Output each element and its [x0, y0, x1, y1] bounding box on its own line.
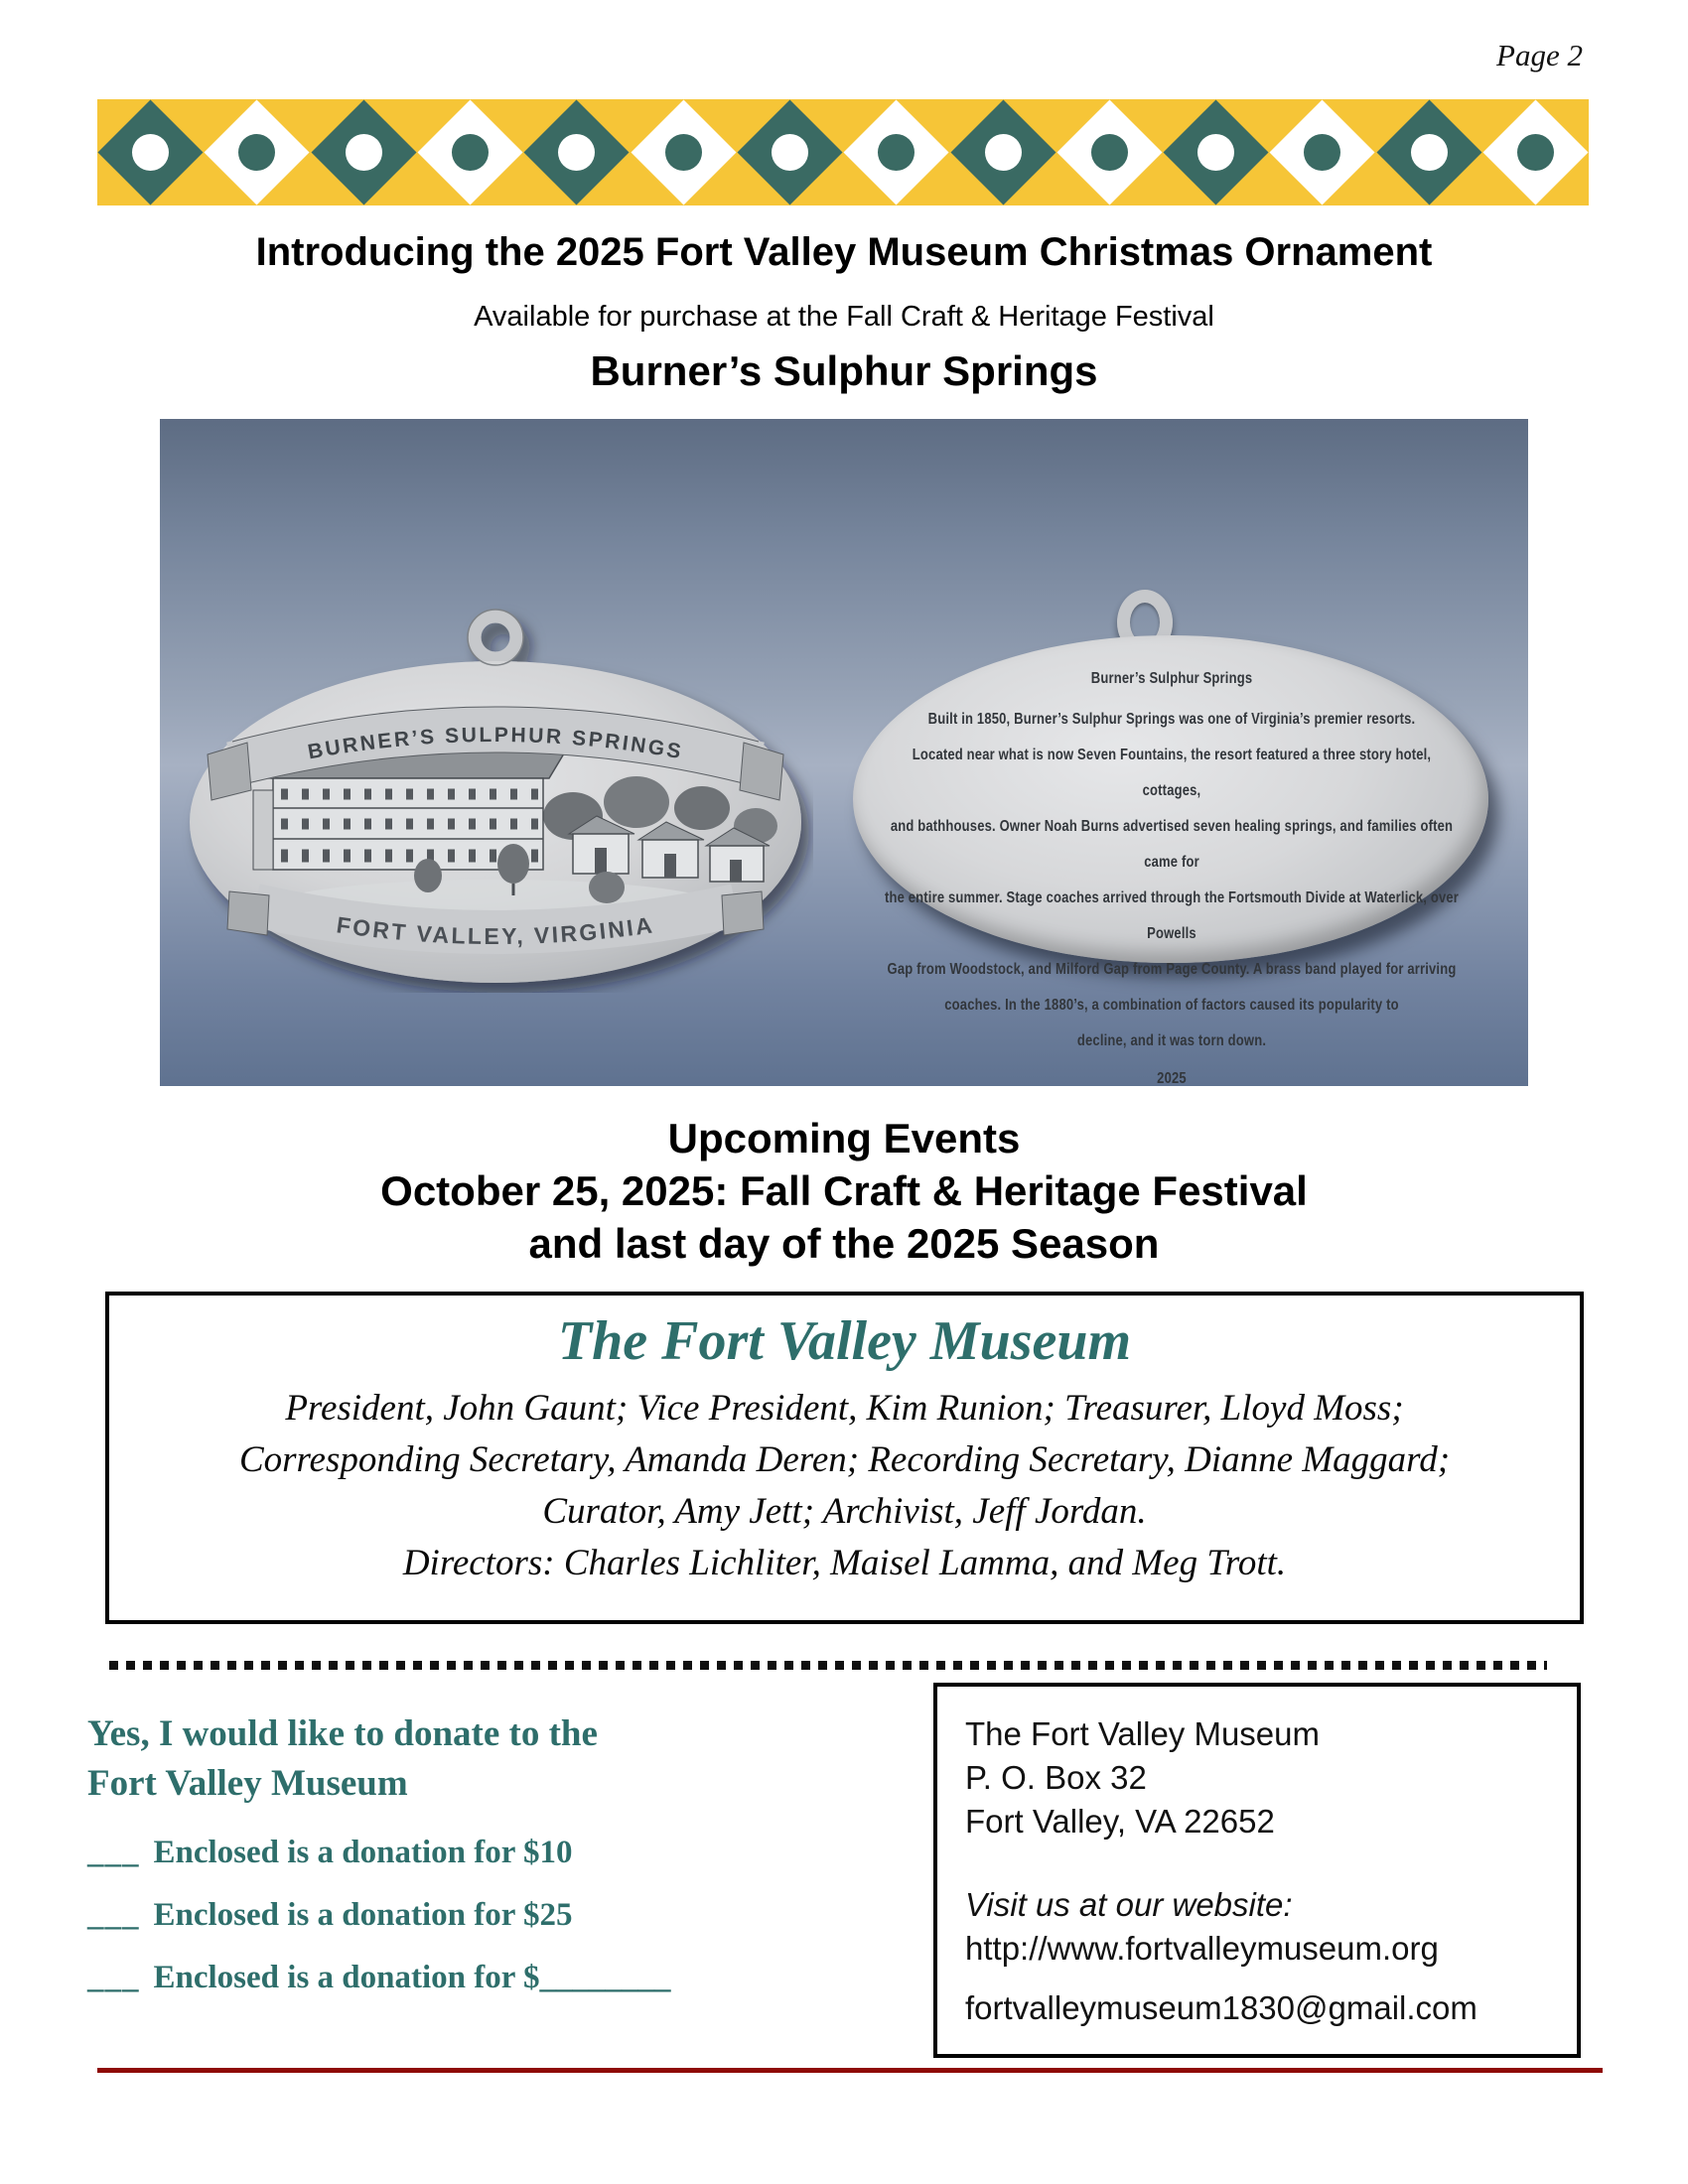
officer-line: Corresponding Secretary, Amanda Deren; Recording Secretary, Dianne Maggard; — [238, 1439, 1451, 1480]
dotted-divider — [109, 1661, 1547, 1670]
ornament-back-line: the entire summer. Stage coaches arrived through the Fortsmouth Divide at Waterlick, over Powells — [884, 889, 1460, 942]
ornament-back-line: and bathhouses. Owner Noah Burns advertised seven healing springs, and families often came for — [890, 818, 1454, 871]
availability-subheading: Available for purchase at the Fall Craft & Heritage Festival — [474, 301, 1214, 333]
ornament-back-line: Gap from Woodstock, and Milford Gap from Page County. A brass band played for arriving — [887, 961, 1457, 978]
diamond-teal-icon — [1163, 99, 1269, 205]
officer-line: Curator, Amy Jett; Archivist, Jeff Jordan. — [542, 1491, 1147, 1532]
diamond-white-icon — [1056, 99, 1163, 205]
donation-option-label: Enclosed is a donation for $25 — [153, 1897, 573, 1933]
officer-line: President, John Gaunt; Vice President, Kim Runion; Treasurer, Lloyd Moss; — [285, 1388, 1404, 1429]
diamond-white-icon — [1482, 99, 1589, 205]
banner-bottom-text: FORT VALLEY, VIRGINIA — [335, 911, 656, 950]
decorative-diamond-border — [97, 99, 1589, 205]
contact-pobox: P. O. Box 32 — [965, 1759, 1147, 1796]
donation-blank-line: ___ — [87, 1835, 140, 1870]
contact-name: The Fort Valley Museum — [965, 1715, 1321, 1752]
intro-heading: Introducing the 2025 Fort Valley Museum Christmas Ornament — [255, 230, 1433, 274]
ornament-back-line: Located near what is now Seven Fountains, the resort featured a three story hotel, cottages, — [912, 747, 1432, 799]
officer-line: Directors: Charles Lichliter, Maisel Lamma, and Meg Trott. — [402, 1543, 1287, 1583]
ornament-back-title: Burner’s Sulphur Springs — [1090, 670, 1253, 687]
ornament-back-year: 2025 — [1157, 1070, 1187, 1086]
events-heading: Upcoming Events — [667, 1115, 1021, 1161]
donation-option-25 — [87, 1897, 902, 1934]
diamond-teal-icon — [949, 99, 1055, 205]
events-date-line: October 25, 2025: Fall Craft & Heritage Festival — [380, 1167, 1308, 1214]
donation-section — [87, 1709, 902, 1996]
diamond-teal-icon — [737, 99, 843, 205]
donation-option-other — [87, 1960, 902, 1996]
donation-blank-line: ___ — [87, 1960, 140, 1995]
page-number: Page 2 — [1496, 38, 1583, 72]
ornament-photo — [160, 419, 1528, 1086]
donation-heading-line1: Yes, I would like to donate to the — [87, 1713, 598, 1754]
ornament-name-heading: Burner’s Sulphur Springs — [590, 347, 1098, 394]
diamond-white-icon — [1269, 99, 1375, 205]
banner-top-text: BURNER’S SULPHUR SPRINGS — [306, 723, 685, 764]
museum-title: The Fort Valley Museum — [557, 1310, 1132, 1372]
upcoming-events-block — [0, 1112, 1688, 1270]
diamond-teal-icon — [311, 99, 417, 205]
ornament-back-line: coaches. In the 1880’s, a combination of factors caused its popularity to — [944, 997, 1399, 1014]
ornament-back-line: decline, and it was torn down. — [1076, 1032, 1267, 1049]
ornament-back-line: Built in 1850, Burner’s Sulphur Springs was one of Virginia’s premier resorts. — [927, 711, 1416, 728]
ornament-back — [845, 590, 1500, 1086]
diamond-teal-icon — [97, 99, 204, 205]
ornament-front — [178, 596, 813, 993]
diamond-white-icon — [204, 99, 310, 205]
hanging-ring-icon — [475, 616, 516, 658]
contact-city: Fort Valley, VA 22652 — [965, 1803, 1275, 1840]
events-season-line: and last day of the 2025 Season — [528, 1220, 1160, 1267]
museum-officers-box — [105, 1292, 1584, 1624]
donation-option-label: Enclosed is a donation for $________ — [153, 1960, 671, 1995]
donation-blank-line: ___ — [87, 1897, 140, 1933]
website-url: http://www.fortvalleymuseum.org — [965, 1930, 1439, 1967]
bottom-rule — [97, 2068, 1603, 2073]
donation-option-10 — [87, 1835, 902, 1871]
diamond-teal-icon — [1376, 99, 1482, 205]
contact-box — [933, 1683, 1581, 2058]
contact-email: fortvalleymuseum1830@gmail.com — [965, 1989, 1477, 2026]
donation-option-label: Enclosed is a donation for $10 — [153, 1835, 573, 1870]
diamond-white-icon — [630, 99, 736, 205]
diamond-white-icon — [843, 99, 949, 205]
donation-heading-line2: Fort Valley Museum — [87, 1763, 408, 1804]
diamond-white-icon — [417, 99, 523, 205]
website-label: Visit us at our website: — [965, 1886, 1293, 1923]
diamond-teal-icon — [523, 99, 630, 205]
